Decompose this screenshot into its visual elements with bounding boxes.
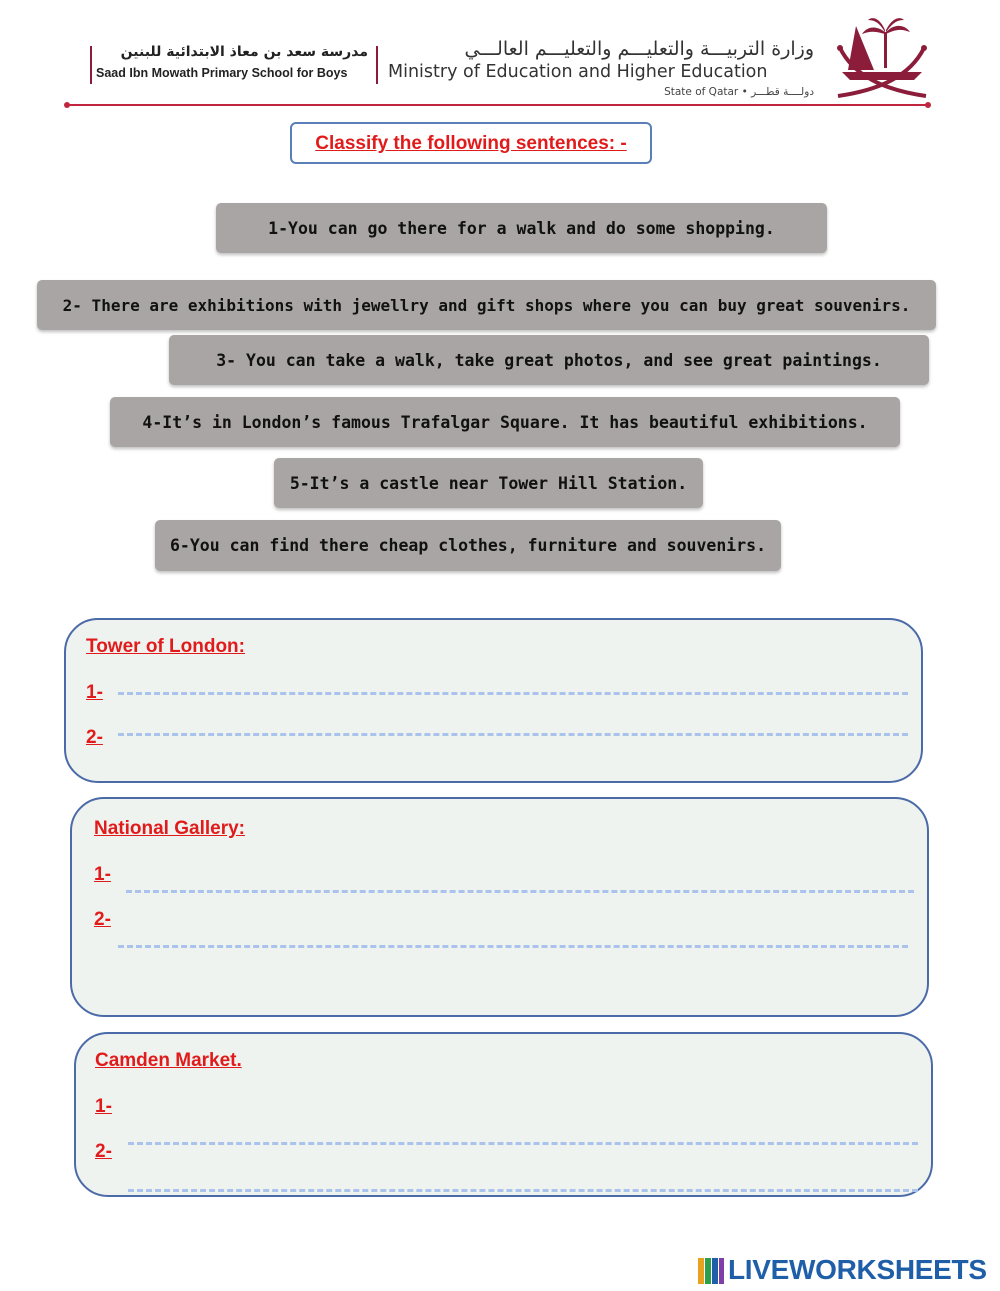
header-divider-left [90,46,92,84]
answer-number-1: 1- [95,1096,112,1117]
answer-number-2: 2- [94,909,111,930]
answer-line[interactable] [128,1189,918,1192]
sentence-card-3[interactable]: 3- You can take a walk, take great photos, and see great paintings. [169,335,929,385]
answer-number-2: 2- [95,1141,112,1162]
answer-line[interactable] [128,1142,918,1145]
ministry-name-english: Ministry of Education and Higher Education [388,62,768,82]
header-rule [66,104,928,106]
ministry-name-arabic: وزارة التربيـــة والتعليـــم والتعليـــم العالـــي [464,38,814,60]
answer-line[interactable] [118,945,908,948]
instruction-title: Classify the following sentences: - [315,133,627,154]
qatar-emblem-icon [834,14,930,100]
category-label-tower-of-london: Tower of London: [86,636,245,657]
school-name-arabic: مدرسة سعد بن معاذ الابتدائية للبنين [120,44,368,60]
sentence-card-6[interactable]: 6-You can find there cheap clothes, furniture and souvenirs. [155,520,781,571]
liveworksheets-logo-icon [698,1258,724,1284]
state-of-qatar-line: State of Qatar • دولــــة قطـــر [664,86,814,98]
answer-line[interactable] [126,890,914,893]
sentence-card-2[interactable]: 2- There are exhibitions with jewellry and gift shops where you can buy great souvenirs. [37,280,936,330]
answer-line[interactable] [118,692,908,695]
answer-number-1: 1- [94,864,111,885]
sentence-card-1[interactable]: 1-You can go there for a walk and do some shopping. [216,203,827,253]
sentence-card-4[interactable]: 4-It’s in London’s famous Trafalgar Square. It has beautiful exhibitions. [110,397,900,447]
school-name-english: Saad Ibn Mowath Primary School for Boys [96,66,348,80]
category-label-camden-market: Camden Market. [95,1050,242,1071]
answer-number-2: 2- [86,727,103,748]
sentence-card-5[interactable]: 5-It’s a castle near Tower Hill Station. [274,458,703,508]
rule-end-dot-right [925,102,931,108]
header-divider-right [376,46,378,84]
answer-line[interactable] [118,733,908,736]
answer-number-1: 1- [86,682,103,703]
liveworksheets-brand: LIVEWORKSHEETS [728,1254,987,1285]
category-label-national-gallery: National Gallery: [94,818,245,839]
